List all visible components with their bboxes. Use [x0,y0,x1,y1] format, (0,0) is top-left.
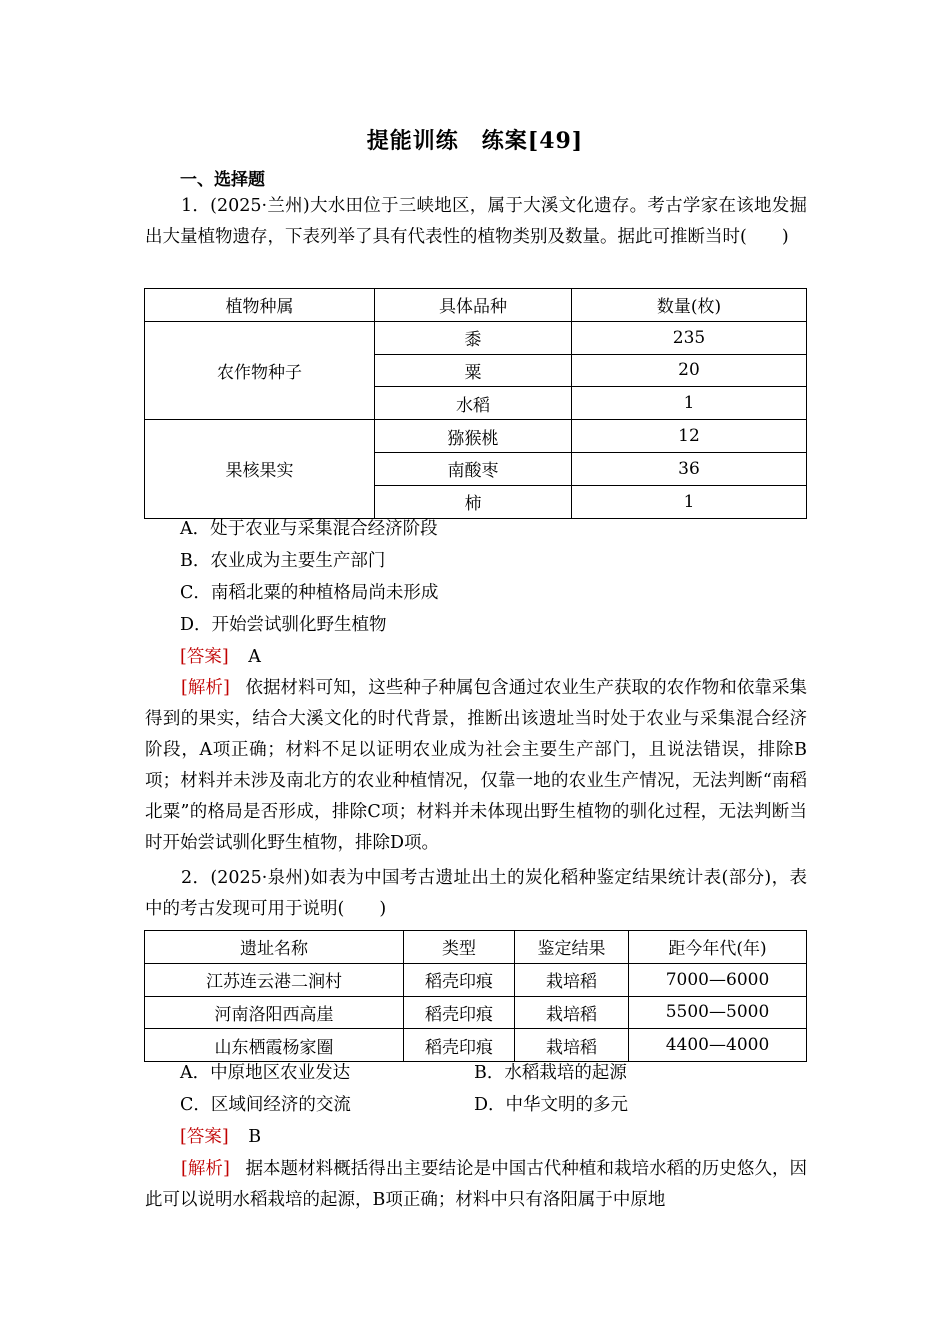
table-header-cell: 距今年代(年) [629,931,807,964]
table-cell: 1 [572,387,807,420]
table-cell: 水稻 [375,387,572,420]
page-title: 提能训练 练案[49] [366,128,584,154]
table-cell: 7000—6000 [629,963,807,996]
table-cell: 粟 [375,354,572,387]
table-cell: 山东栖霞杨家圈 [145,1029,404,1062]
answer-tag: [答案] [180,647,229,667]
q1-option-c: C．南稻北粟的种植格局尚未形成 [180,583,439,603]
table-header-cell: 数量(枚) [572,289,807,322]
answer-value: B [248,1127,262,1147]
q2-analysis [145,1154,807,1216]
q1-option-b: B．农业成为主要生产部门 [180,551,386,571]
table-row [145,321,807,354]
table-cell: 栽培稻 [515,963,629,996]
table-cell: 稻壳印痕 [404,1029,515,1062]
section-heading: 一、选择题 [180,170,265,190]
q1-option-d: D．开始尝试驯化野生植物 [180,615,387,635]
table-cell-genus: 果核果实 [145,420,375,518]
table-cell: 柿 [375,485,572,518]
analysis-tag: [解析] [181,678,230,698]
table-cell-genus: 农作物种子 [145,321,375,419]
answer-value: A [248,647,261,667]
table-cell: 4400—4000 [629,1029,807,1062]
table-row [145,420,807,453]
table-cell: 江苏连云港二涧村 [145,963,404,996]
table-row [145,963,807,996]
q2-stem: 2．(2025·泉州)如表为中国考古遗址出土的炭化稻种鉴定结果统计表(部分)，表中的考古发现可用于说明( ) [145,868,807,919]
table-header-row [145,931,807,964]
q2-answer [180,1122,261,1153]
q1-answer [180,642,261,673]
table-cell: 栽培稻 [515,1029,629,1062]
table-header-cell: 类型 [404,931,515,964]
table-cell: 猕猴桃 [375,420,572,453]
table-row [145,996,807,1029]
q1-analysis [145,673,807,859]
table-header-row [145,289,807,322]
table-cell: 稻壳印痕 [404,996,515,1029]
table-cell: 栽培稻 [515,996,629,1029]
table-header-cell: 遗址名称 [145,931,404,964]
analysis-text: 据本题材料概括得出主要结论是中国古代种植和栽培水稻的历史悠久，因此可以说明水稻栽培的起源，B项正确；材料中只有洛阳属于中原地 [145,1159,807,1210]
table-cell: 36 [572,452,807,485]
table-cell: 20 [572,354,807,387]
table-cell: 南酸枣 [375,452,572,485]
table-header-cell: 具体品种 [375,289,572,322]
table-cell: 235 [572,321,807,354]
table-cell: 河南洛阳西高崖 [145,996,404,1029]
answer-tag: [答案] [180,1127,229,1147]
table-cell: 稻壳印痕 [404,963,515,996]
table-cell: 5500—5000 [629,996,807,1029]
q2-rice-table [144,930,807,1062]
table-header-cell: 鉴定结果 [515,931,629,964]
q2-option-c: C．区域间经济的交流 [180,1095,351,1115]
q2-option-b: B．水稻栽培的起源 [474,1063,627,1083]
analysis-tag: [解析] [181,1159,230,1179]
q1-plant-table [144,288,807,519]
analysis-text: 依据材料可知，这些种子种属包含通过农业生产获取的农作物和依靠采集得到的果实，结合大溪文化的时代背景，推断出该遗址当时处于农业与采集混合经济阶段，A项正确；材料不足以证明农业成为社会主要生产部门，且说法错误，排除B项；材料并未涉及南北方的农业种植情况，仅靠一地的农业生产情况，无法判断“南稻北粟”的格局是否形成，排除C项；材料并未体现出野生植物的驯化过程，无法判断当时开始尝试驯化野生植物，排除D项。 [145,678,807,853]
table-cell: 12 [572,420,807,453]
q2-option-d: D．中华文明的多元 [474,1095,629,1115]
table-header-cell: 植物种属 [145,289,375,322]
q1-stem: 1．(2025·兰州)大水田位于三峡地区，属于大溪文化遗存。考古学家在该地发掘出大量植物遗存，下表列举了具有代表性的植物类别及数量。据此可推断当时( ) [145,196,807,247]
table-cell: 黍 [375,321,572,354]
q1-option-a: A．处于农业与采集混合经济阶段 [180,519,438,539]
q2-option-a: A．中原地区农业发达 [180,1063,351,1083]
table-cell: 1 [572,485,807,518]
table-row [145,1029,807,1062]
